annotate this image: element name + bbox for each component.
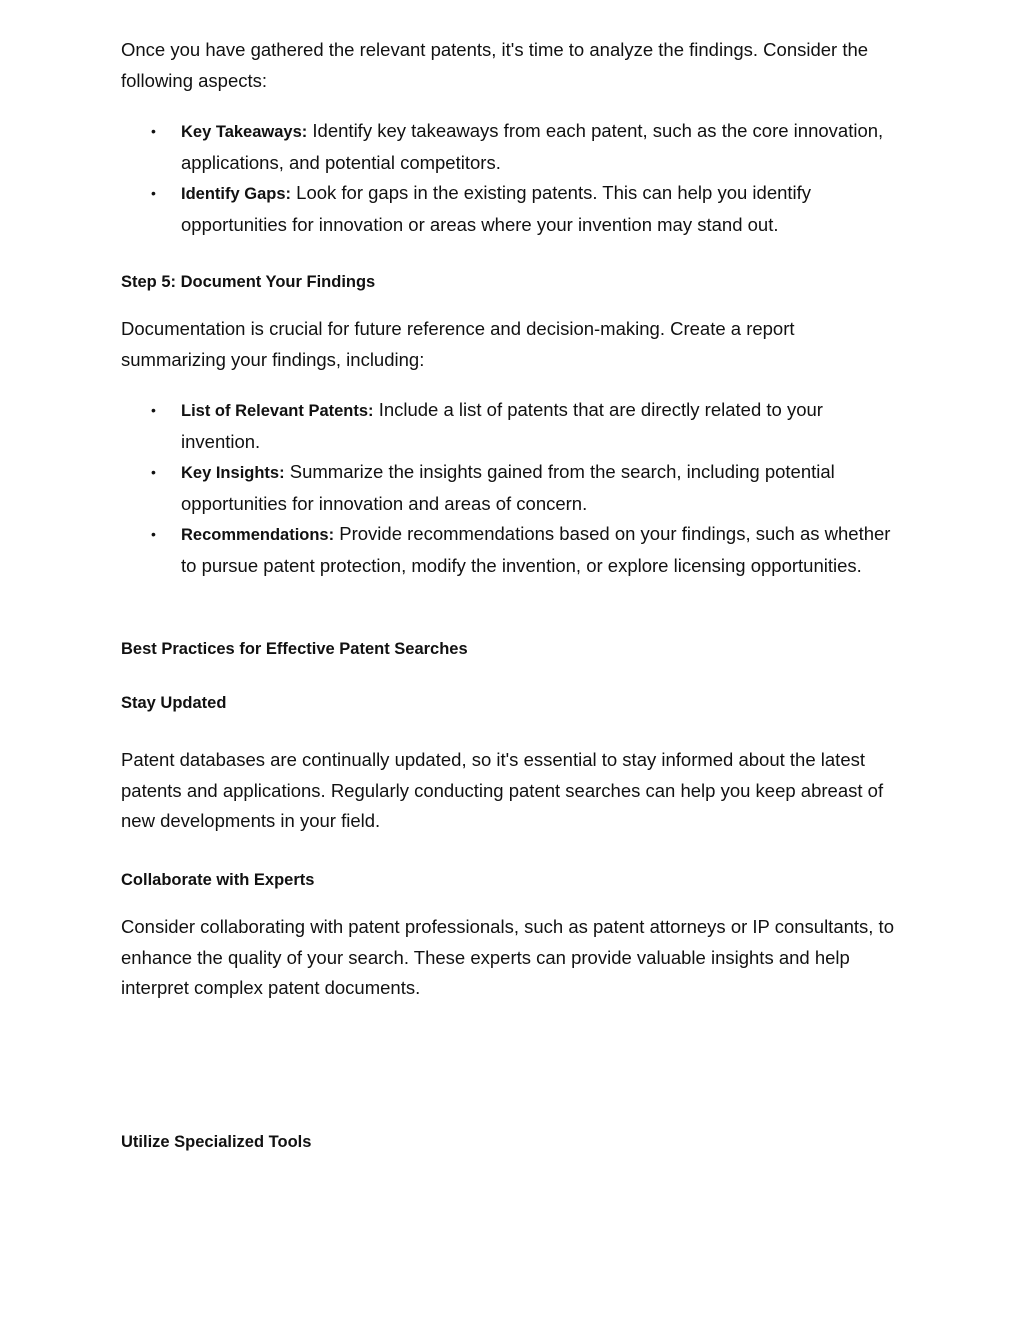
analyze-bullet-list: [121, 116, 896, 240]
bullet-term: Key Takeaways:: [181, 123, 308, 141]
list-item: [121, 178, 896, 240]
list-item: [121, 519, 896, 581]
bullet-icon: •: [151, 526, 156, 542]
bullet-icon: •: [151, 402, 156, 418]
stay-updated-paragraph: Patent databases are continually updated, so it's essential to stay informed about the latest patents and applications. Regularly conducting patent searches can help you keep abreast of new developments in your field.: [121, 749, 884, 831]
bullet-term: Recommendations:: [181, 526, 335, 544]
bullet-icon: •: [151, 185, 156, 201]
intro-paragraph: Once you have gathered the relevant patents, it's time to analyze the findings. Consider the following aspects:: [121, 39, 869, 91]
collaborate-paragraph: Consider collaborating with patent professionals, such as patent attorneys or IP consultants, to enhance the quality of your search. These experts can provide valuable insights and help interpret complex patent documents.: [121, 916, 894, 998]
list-item: [121, 457, 896, 519]
step5-paragraph: Documentation is crucial for future reference and decision-making. Create a report summarizing your findings, including:: [121, 318, 795, 370]
document-bullet-list: [121, 395, 896, 581]
bullet-icon: •: [151, 123, 156, 139]
bullet-term: List of Relevant Patents:: [181, 402, 374, 420]
bullet-text: Provide recommendations based on your findings, such as whether to pursue patent protection, modify the invention, or explore licensing opportunities.: [181, 523, 891, 576]
bullet-term: Identify Gaps:: [181, 185, 292, 203]
best-practices-heading: Best Practices for Effective Patent Searches: [121, 640, 468, 658]
step5-heading: Step 5: Document Your Findings: [121, 273, 376, 291]
bullet-text: Include a list of patents that are directly related to your invention.: [181, 399, 823, 452]
utilize-tools-heading: Utilize Specialized Tools: [121, 1133, 312, 1151]
collaborate-heading: Collaborate with Experts: [121, 871, 315, 889]
bullet-text: Identify key takeaways from each patent, such as the core innovation, applications, and potential competitors.: [181, 120, 884, 173]
bullet-term: Key Insights:: [181, 464, 285, 482]
stay-updated-heading: Stay Updated: [121, 694, 227, 712]
bullet-icon: •: [151, 464, 156, 480]
bullet-text: Look for gaps in the existing patents. This can help you identify opportunities for innovation or areas where your invention may stand out.: [181, 182, 812, 235]
bullet-text: Summarize the insights gained from the search, including potential opportunities for innovation and areas of concern.: [181, 461, 835, 514]
list-item: [121, 116, 896, 178]
list-item: [121, 395, 896, 457]
